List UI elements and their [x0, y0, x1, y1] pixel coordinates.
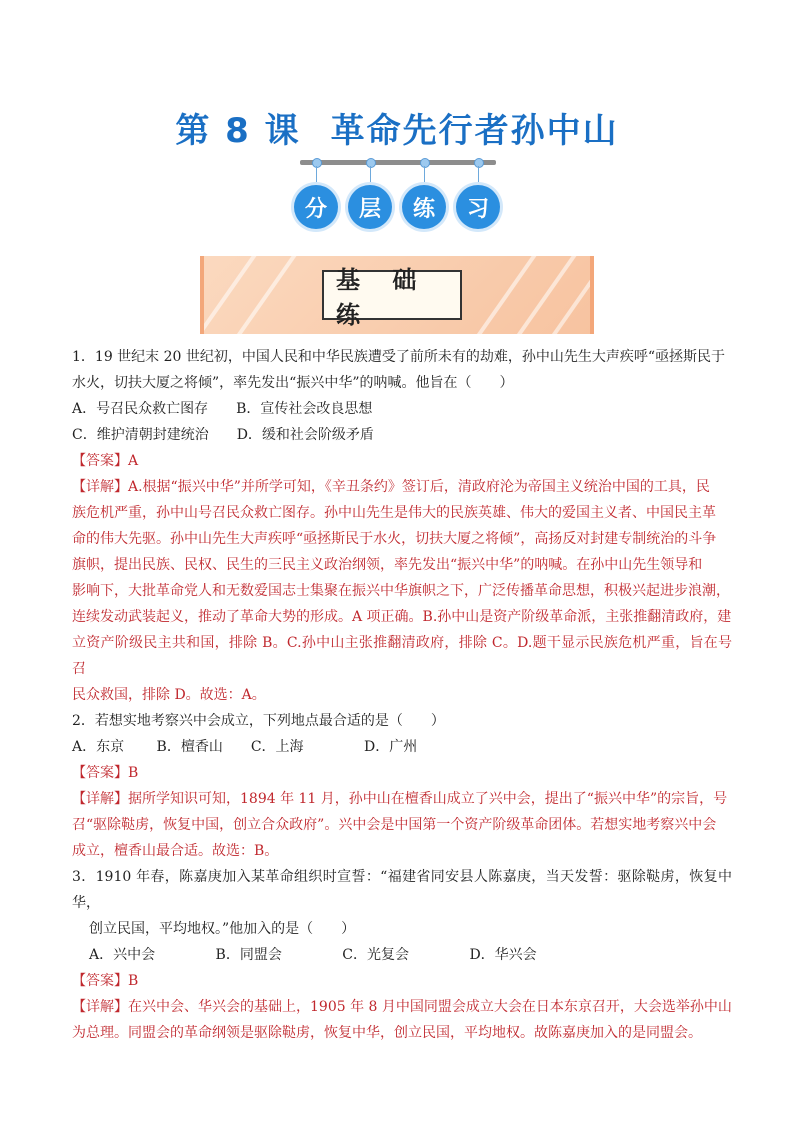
question-stem: 水火，切扶大厦之将倾”，率先发出“振兴中华”的呐喊。他旨在（ ）	[72, 375, 514, 391]
section-label: 基 础 练	[322, 270, 462, 320]
subtitle-char: 分	[294, 185, 338, 229]
hanger-string	[478, 166, 479, 184]
answer-label: 【答案】B	[72, 973, 139, 989]
hanger-string	[370, 166, 371, 184]
explanation-line: 【详解】在兴中会、华兴会的基础上，1905 年 8 月中国同盟会成立大会在日本东京召开，大会选举孙中山	[72, 999, 732, 1015]
question-stem: 1．19 世纪末 20 世纪初，中国人民和中华民族遭受了前所未有的劫难，孙中山先生大声疾呼“亟拯斯民于	[72, 349, 726, 365]
explanation-line: 族危机严重，孙中山号召民众救亡图存。孙中山先生是伟大的民族英雄、伟大的爱国主义者、中国民主革	[72, 505, 716, 521]
explanation-line: 【详解】A.根据“振兴中华”并所学可知，《辛丑条约》签订后，清政府沦为帝国主义统治中国的工具，民	[72, 479, 710, 495]
lesson-number: 第 8 课	[175, 111, 301, 151]
hanger-peg	[474, 158, 484, 168]
page-title	[0, 103, 794, 152]
answer-label: 【答案】B	[72, 765, 139, 781]
hanger-string	[316, 166, 317, 184]
explanation-line: 立资产阶级民主共和国，排除 B。C.孙中山主张推翻清政府，排除 C。D.题干显示民族危机严重，旨在号召	[72, 635, 732, 677]
lesson-name: 革命先行者孙中山	[330, 111, 619, 151]
question-options: C．维护清朝封建统治 D．缓和社会阶级矛盾	[72, 427, 374, 443]
question-options: A．兴中会 B．同盟会 C．光复会 D．华兴会	[89, 947, 537, 963]
hanger-string	[424, 166, 425, 184]
question-stem: 创立民国，平均地权。”他加入的是（ ）	[89, 921, 356, 937]
explanation-line: 旗帜，提出民族、民权、民生的三民主义政治纲领，率先发出“振兴中华”的呐喊。在孙中山先生领导和	[72, 557, 703, 573]
answer-label: 【答案】A	[72, 453, 139, 469]
explanation-line: 影响下，大批革命党人和无数爱国志士集聚在振兴中华旗帜之下，广泛传播革命思想，积极兴起进步浪潮，	[72, 583, 730, 599]
hanger-peg	[366, 158, 376, 168]
question-options: A．号召民众救亡图存 B．宣传社会改良思想	[72, 401, 373, 417]
question-stem: 2．若想实地考察兴中会成立，下列地点最合适的是（ ）	[72, 713, 445, 729]
explanation-line: 为总理。同盟会的革命纲领是驱除鞑虏，恢复中华，创立民国，平均地权。故陈嘉庚加入的是同盟会。	[72, 1025, 702, 1041]
subtitle-char: 层	[348, 185, 392, 229]
explanation-line: 【详解】据所学知识可知，1894 年 11 月，孙中山在檀香山成立了兴中会，提出了“振兴中华”的宗旨，号	[72, 791, 728, 807]
explanation-line: 命的伟大先驱。孙中山先生大声疾呼“亟拯斯民于水火，切扶大厦之将倾”，高扬反对封建专制统治的斗争	[72, 531, 717, 547]
explanation-line: 成立，檀香山最合适。故选：B。	[72, 843, 279, 859]
exercise-content	[72, 344, 732, 1046]
question-stem: 3．1910 年春，陈嘉庚加入某革命组织时宣誓：“福建省同安县人陈嘉庚，当天发誓：驱除鞑虏，恢复中华，	[72, 869, 732, 911]
explanation-line: 召“驱除鞑虏，恢复中国，创立合众政府”。兴中会是中国第一个资产阶级革命团体。若想实地考察兴中会	[72, 817, 717, 833]
subtitle-char: 练	[402, 185, 446, 229]
question-options: A．东京 B．檀香山 C．上海 D．广州	[72, 739, 418, 755]
hanger-peg	[420, 158, 430, 168]
hanger-rail	[300, 160, 496, 165]
subtitle-char: 习	[456, 185, 500, 229]
explanation-line: 连续发动武装起义，推动了革命大势的形成。A 项正确。B.孙中山是资产阶级革命派，主张推翻清政府，建	[72, 609, 732, 625]
hanger-peg	[312, 158, 322, 168]
explanation-line: 民众救国，排除 D。故选：A。	[72, 687, 266, 703]
